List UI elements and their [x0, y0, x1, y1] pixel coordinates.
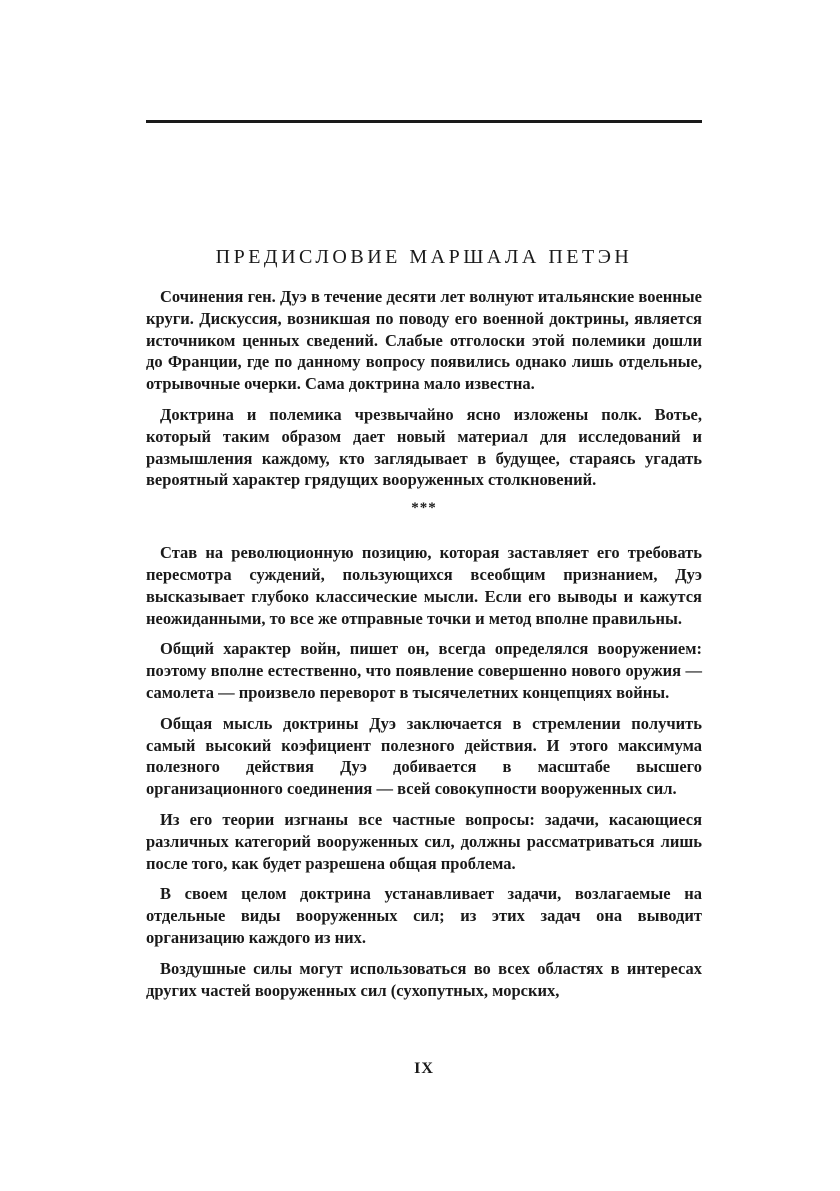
- paragraph: В своем целом доктрина устанавливает задачи, возлагаемые на отдельные виды вооруженных сил; из этих задач она выводит организацию каждого из них.: [146, 884, 702, 947]
- paragraph: Сочинения ген. Дуэ в течение десяти лет волнуют итальянские военные круги. Дискуссия, возникшая по поводу его военной доктрины, является источником ценных сведений. Слабые отголоски этой полемики дошли до Франции, где по данному вопросу появились однако лишь отдельные, отрывочные очерки. Сама доктрина мало известна.: [146, 287, 702, 394]
- top-rule: [146, 120, 702, 123]
- paragraph: Общая мысль доктрины Дуэ заключается в стремлении получить самый высокий коэфициент полезного действия. И этого максимума полезного действия Дуэ добивается в масштабе высшего организационного соединения — всей совокупности вооруженных сил.: [146, 713, 702, 799]
- paragraph: Воздушные силы могут использоваться во всех областях в интересах других частей вооруженных сил (сухопутных, морских,: [146, 958, 702, 1000]
- section-separator: ***: [411, 500, 437, 517]
- paragraph: Общий характер войн, пишет он, всегда определялся вооружением: поэтому вполне естественно, что появление совершенно нового оружия — самолета — произвело переворот в тысячелетних концепциях войны.: [146, 639, 702, 702]
- paragraph: Из его теории изгнаны все частные вопросы: задачи, касающиеся различных категорий вооруженных сил, должны рассматриваться лишь после того, как будет разрешена общая проблема.: [146, 809, 702, 873]
- body-text: [146, 286, 702, 1010]
- page-title: ПРЕДИСЛОВИЕ МАРШАЛА ПЕТЭН: [215, 246, 633, 268]
- paragraph: Доктрина и полемика чрезвычайно ясно изложены полк. Вотье, который таким образом дает новый материал для исследований и размышления каждому, кто заглядывает в будущее, стараясь угадать вероятный характер грядущих вооруженных столкновений.: [146, 404, 702, 490]
- page-number: IX: [414, 1060, 434, 1077]
- paragraph: Став на революционную позицию, которая заставляет его требовать пересмотра суждений, пользующихся всеобщим признанием, Дуэ высказывает глубоко классические мысли. Если его выводы и кажутся неожиданными, то все же отправные точки и метод вполне правильны.: [146, 543, 702, 628]
